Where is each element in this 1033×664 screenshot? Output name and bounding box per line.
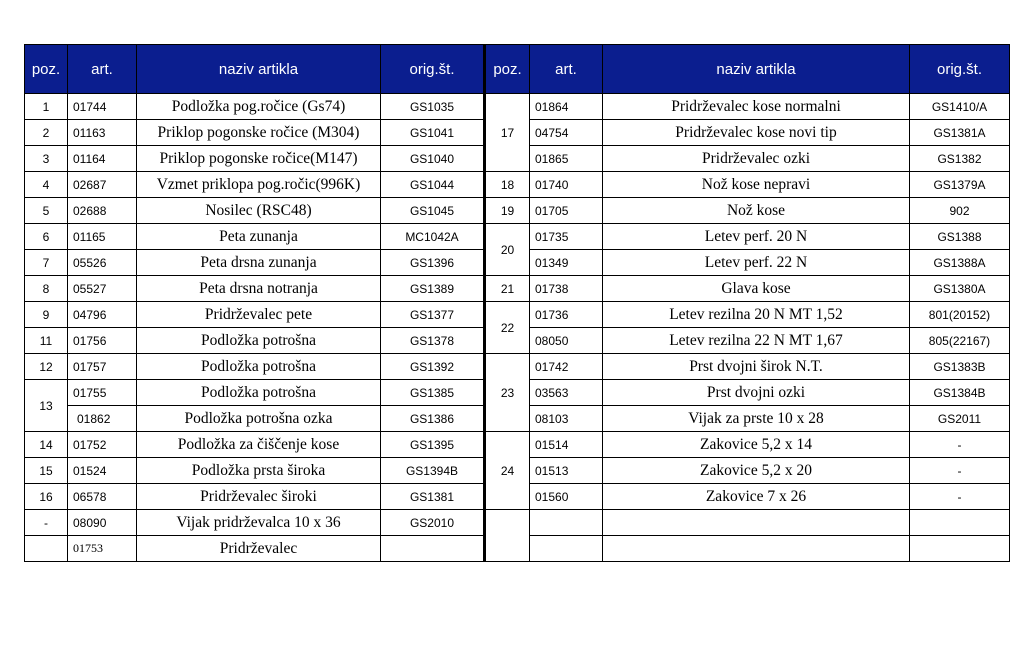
name-cell-right: Pridrževalec kose novi tip [603,120,910,146]
art-cell: 01755 [68,380,137,406]
art-cell-right: 08050 [530,328,603,354]
orig-cell-right: - [910,458,1010,484]
name-cell: Podložka pog.ročice (Gs74) [137,94,381,120]
name-cell-right: Letev rezilna 20 N MT 1,52 [603,302,910,328]
orig-cell: GS1381 [381,484,485,510]
orig-cell-right [910,510,1010,536]
parts-table [24,44,1010,562]
parts-list [24,44,1010,562]
art-cell-right [530,510,603,536]
poz-cell: 8 [25,276,68,302]
orig-cell-right: GS1410/A [910,94,1010,120]
art-cell: 02687 [68,172,137,198]
poz-cell-right: 20 [485,224,530,276]
name-cell-right: Nož kose nepravi [603,172,910,198]
poz-cell: 4 [25,172,68,198]
name-cell-right: Pridrževalec kose normalni [603,94,910,120]
orig-cell: GS1040 [381,146,485,172]
header-row [25,45,1010,94]
orig-cell-right: GS1382 [910,146,1010,172]
orig-cell-right: GS2011 [910,406,1010,432]
poz-cell: 11 [25,328,68,354]
orig-cell: GS1385 [381,380,485,406]
name-cell-right: Zakovice 7 x 26 [603,484,910,510]
orig-cell: GS1395 [381,432,485,458]
name-cell: Priklop pogonske ročice(M147) [137,146,381,172]
art-cell: 01752 [68,432,137,458]
name-cell: Podložka potrošna [137,380,381,406]
poz-cell: 6 [25,224,68,250]
name-cell: Pridrževalec široki [137,484,381,510]
name-cell-right: Letev perf. 22 N [603,250,910,276]
name-cell-right: Zakovice 5,2 x 14 [603,432,910,458]
art-cell: 01164 [68,146,137,172]
art-cell-right: 01736 [530,302,603,328]
art-cell: 01862 [68,406,137,432]
name-cell: Podložka prsta široka [137,458,381,484]
orig-cell [381,536,485,562]
name-cell-right: Nož kose [603,198,910,224]
table-row [25,354,1010,380]
orig-cell-right: GS1380A [910,276,1010,302]
art-cell: 01757 [68,354,137,380]
name-cell: Peta drsna notranja [137,276,381,302]
orig-cell: GS1386 [381,406,485,432]
orig-cell-right: 801(20152) [910,302,1010,328]
orig-cell: MC1042A [381,224,485,250]
poz-cell-right: 24 [485,432,530,510]
table-row [25,94,1010,120]
poz-cell: 14 [25,432,68,458]
art-cell: 01756 [68,328,137,354]
orig-cell-right: GS1388 [910,224,1010,250]
orig-cell-right: GS1384B [910,380,1010,406]
name-cell: Nosilec (RSC48) [137,198,381,224]
name-cell-right [603,536,910,562]
name-cell: Podložka potrošna [137,328,381,354]
art-cell-right: 03563 [530,380,603,406]
poz-cell: 3 [25,146,68,172]
poz-cell-right: 23 [485,354,530,432]
art-cell: 01753 [68,536,137,562]
table-row [25,276,1010,302]
header-name: naziv artikla [137,45,381,94]
orig-cell: GS1392 [381,354,485,380]
art-cell-right: 01513 [530,458,603,484]
art-cell-right: 01738 [530,276,603,302]
art-cell: 01165 [68,224,137,250]
table-row [25,302,1010,328]
art-cell: 05526 [68,250,137,276]
name-cell: Podložka potrošna [137,354,381,380]
name-cell-right: Glava kose [603,276,910,302]
orig-cell-right: 902 [910,198,1010,224]
name-cell: Vzmet priklopa pog.ročic(996K) [137,172,381,198]
art-cell: 01744 [68,94,137,120]
header-poz-right: poz. [485,45,530,94]
poz-cell-right: 18 [485,172,530,198]
name-cell-right: Prst dvojni širok N.T. [603,354,910,380]
orig-cell: GS1396 [381,250,485,276]
name-cell: Peta drsna zunanja [137,250,381,276]
art-cell: 01163 [68,120,137,146]
art-cell: 04796 [68,302,137,328]
name-cell-right: Zakovice 5,2 x 20 [603,458,910,484]
table-row [25,224,1010,250]
header-orig: orig.št. [381,45,485,94]
art-cell-right: 01864 [530,94,603,120]
orig-cell: GS1045 [381,198,485,224]
orig-cell: GS1394B [381,458,485,484]
orig-cell-right: GS1381A [910,120,1010,146]
poz-cell-right: 22 [485,302,530,354]
poz-cell-right: 21 [485,276,530,302]
poz-cell: 13 [25,380,68,432]
poz-cell: 15 [25,458,68,484]
header-art: art. [68,45,137,94]
orig-cell: GS1035 [381,94,485,120]
art-cell-right: 01349 [530,250,603,276]
name-cell: Pridrževalec pete [137,302,381,328]
orig-cell: GS1044 [381,172,485,198]
orig-cell-right: 805(22167) [910,328,1010,354]
poz-cell: 1 [25,94,68,120]
art-cell-right: 04754 [530,120,603,146]
art-cell: 02688 [68,198,137,224]
orig-cell-right: GS1379A [910,172,1010,198]
header-art-right: art. [530,45,603,94]
art-cell-right: 01514 [530,432,603,458]
name-cell-right: Letev perf. 20 N [603,224,910,250]
poz-cell: 16 [25,484,68,510]
art-cell: 08090 [68,510,137,536]
poz-cell: 2 [25,120,68,146]
art-cell-right: 01865 [530,146,603,172]
orig-cell: GS1041 [381,120,485,146]
poz-cell [25,536,68,562]
table-row [25,510,1010,536]
orig-cell-right: GS1388A [910,250,1010,276]
name-cell: Priklop pogonske ročice (M304) [137,120,381,146]
name-cell: Peta zunanja [137,224,381,250]
art-cell-right: 08103 [530,406,603,432]
name-cell: Pridrževalec [137,536,381,562]
poz-cell: 12 [25,354,68,380]
poz-cell-right: 17 [485,94,530,172]
art-cell-right: 01742 [530,354,603,380]
header-poz: poz. [25,45,68,94]
poz-cell: 5 [25,198,68,224]
poz-cell: 9 [25,302,68,328]
orig-cell-right: - [910,432,1010,458]
orig-cell: GS2010 [381,510,485,536]
table-row [25,172,1010,198]
art-cell: 05527 [68,276,137,302]
table-row [25,432,1010,458]
art-cell-right [530,536,603,562]
poz-cell: 7 [25,250,68,276]
name-cell-right: Pridrževalec ozki [603,146,910,172]
orig-cell-right [910,536,1010,562]
name-cell-right: Prst dvojni ozki [603,380,910,406]
poz-cell-right: 19 [485,198,530,224]
orig-cell: GS1378 [381,328,485,354]
name-cell-right [603,510,910,536]
poz-cell-right [485,510,530,562]
orig-cell: GS1377 [381,302,485,328]
name-cell: Podložka za čiščenje kose [137,432,381,458]
orig-cell-right: GS1383B [910,354,1010,380]
header-orig-right: orig.št. [910,45,1010,94]
art-cell-right: 01560 [530,484,603,510]
name-cell-right: Vijak za prste 10 x 28 [603,406,910,432]
name-cell: Podložka potrošna ozka [137,406,381,432]
art-cell: 01524 [68,458,137,484]
header-name-right: naziv artikla [603,45,910,94]
art-cell: 06578 [68,484,137,510]
art-cell-right: 01740 [530,172,603,198]
table-row [25,198,1010,224]
orig-cell-right: - [910,484,1010,510]
orig-cell: GS1389 [381,276,485,302]
poz-cell: - [25,510,68,536]
art-cell-right: 01735 [530,224,603,250]
name-cell-right: Letev rezilna 22 N MT 1,67 [603,328,910,354]
art-cell-right: 01705 [530,198,603,224]
name-cell: Vijak pridrževalca 10 x 36 [137,510,381,536]
